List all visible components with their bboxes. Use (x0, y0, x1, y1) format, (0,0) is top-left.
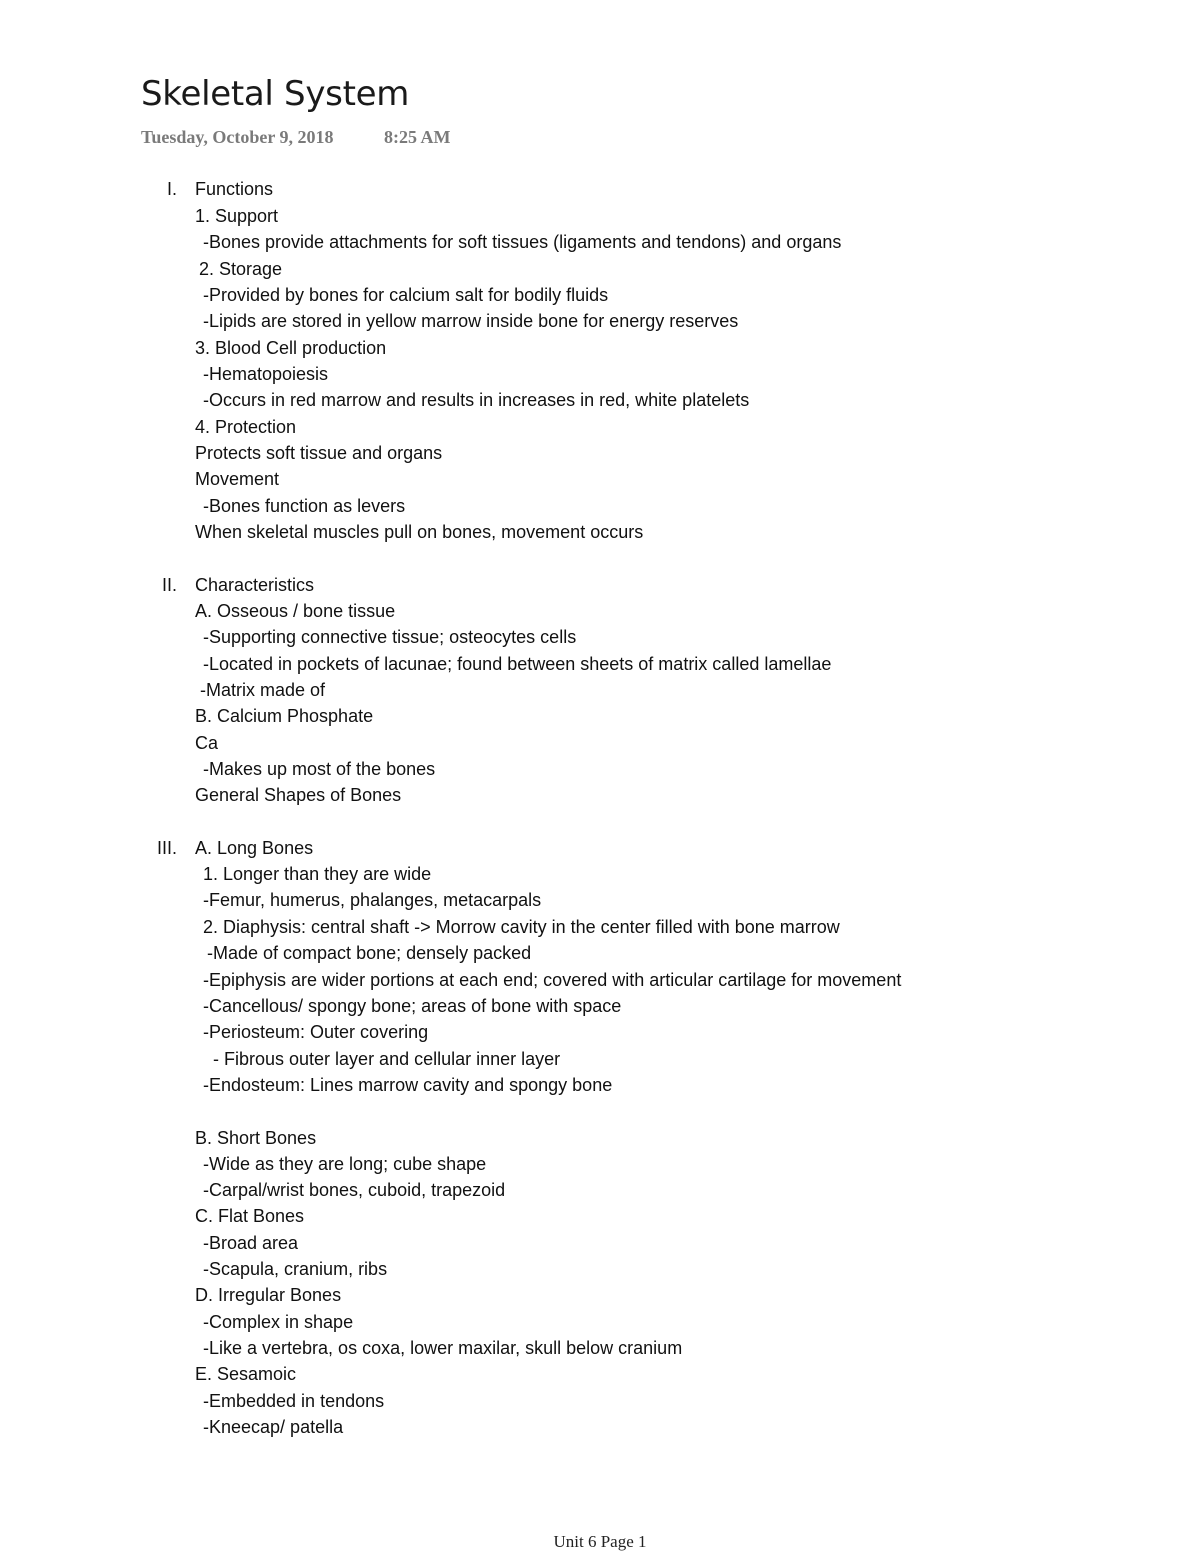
list-item: -Bones function as levers (203, 496, 406, 516)
section-number: I. (166, 179, 177, 199)
list-item: -Matrix made of (200, 680, 326, 700)
section-heading: Characteristics (195, 575, 315, 595)
list-item: 1. Longer than they are wide (203, 864, 432, 884)
list-item: -Made of compact bone; densely packed (207, 943, 532, 963)
list-item: -Occurs in red marrow and results in increases in red, white platelets (203, 390, 750, 410)
section-heading: A. Long Bones (195, 838, 314, 858)
section-number: II. (161, 575, 177, 595)
list-item: -Wide as they are long; cube shape (203, 1154, 487, 1174)
list-item: When skeletal muscles pull on bones, movement occurs (195, 522, 644, 542)
list-item: 3. Blood Cell production (195, 338, 387, 358)
list-item: -Broad area (203, 1233, 299, 1253)
list-item: -Scapula, cranium, ribs (203, 1259, 388, 1279)
list-item: -Bones provide attachments for soft tissues (ligaments and tendons) and organs (203, 232, 842, 252)
list-item: C. Flat Bones (195, 1206, 305, 1226)
note-date: Tuesday, October 9, 2018 (141, 127, 334, 147)
list-item: -Femur, humerus, phalanges, metacarpals (203, 890, 542, 910)
list-item: -Located in pockets of lacunae; found between sheets of matrix called lamellae (203, 654, 832, 674)
list-item: 4. Protection (195, 417, 297, 437)
page-title: Skeletal System (141, 74, 410, 114)
list-item: -Endosteum: Lines marrow cavity and spongy bone (203, 1075, 613, 1095)
list-item: -Carpal/wrist bones, cuboid, trapezoid (203, 1180, 506, 1200)
list-item: -Periosteum: Outer covering (203, 1022, 429, 1042)
list-item: Ca (195, 733, 219, 753)
list-item: -Supporting connective tissue; osteocytes cells (203, 627, 577, 647)
section-heading: Functions (195, 179, 274, 199)
list-item: - Fibrous outer layer and cellular inner layer (213, 1049, 561, 1069)
list-item: -Kneecap/ patella (203, 1417, 344, 1437)
list-item: Protects soft tissue and organs (195, 443, 443, 463)
list-item: -Provided by bones for calcium salt for bodily fluids (203, 285, 609, 305)
list-item: -Complex in shape (203, 1312, 354, 1332)
list-item: 1. Support (195, 206, 279, 226)
list-item: B. Calcium Phosphate (195, 706, 374, 726)
list-item: -Epiphysis are wider portions at each end; covered with articular cartilage for movement (203, 970, 902, 990)
list-item: -Like a vertebra, os coxa, lower maxilar, skull below cranium (203, 1338, 683, 1358)
list-item: Movement (195, 469, 280, 489)
list-item: -Makes up most of the bones (203, 759, 436, 779)
list-item: B. Short Bones (195, 1128, 317, 1148)
section-number: III. (156, 838, 177, 858)
list-item: D. Irregular Bones (195, 1285, 342, 1305)
list-item: 2. Diaphysis: central shaft -> Morrow cavity in the center filled with bone marrow (203, 917, 840, 937)
list-item: A. Osseous / bone tissue (195, 601, 396, 621)
list-item: -Cancellous/ spongy bone; areas of bone with space (203, 996, 622, 1016)
list-item: General Shapes of Bones (195, 785, 402, 805)
note-time: 8:25 AM (384, 127, 451, 147)
list-item: -Embedded in tendons (203, 1391, 385, 1411)
list-item: -Hematopoiesis (203, 364, 329, 384)
list-item: 2. Storage (199, 259, 283, 279)
list-item: E. Sesamoic (195, 1364, 297, 1384)
list-item: -Lipids are stored in yellow marrow inside bone for energy reserves (203, 311, 739, 331)
page-footer: Unit 6 Page 1 (553, 1532, 647, 1551)
